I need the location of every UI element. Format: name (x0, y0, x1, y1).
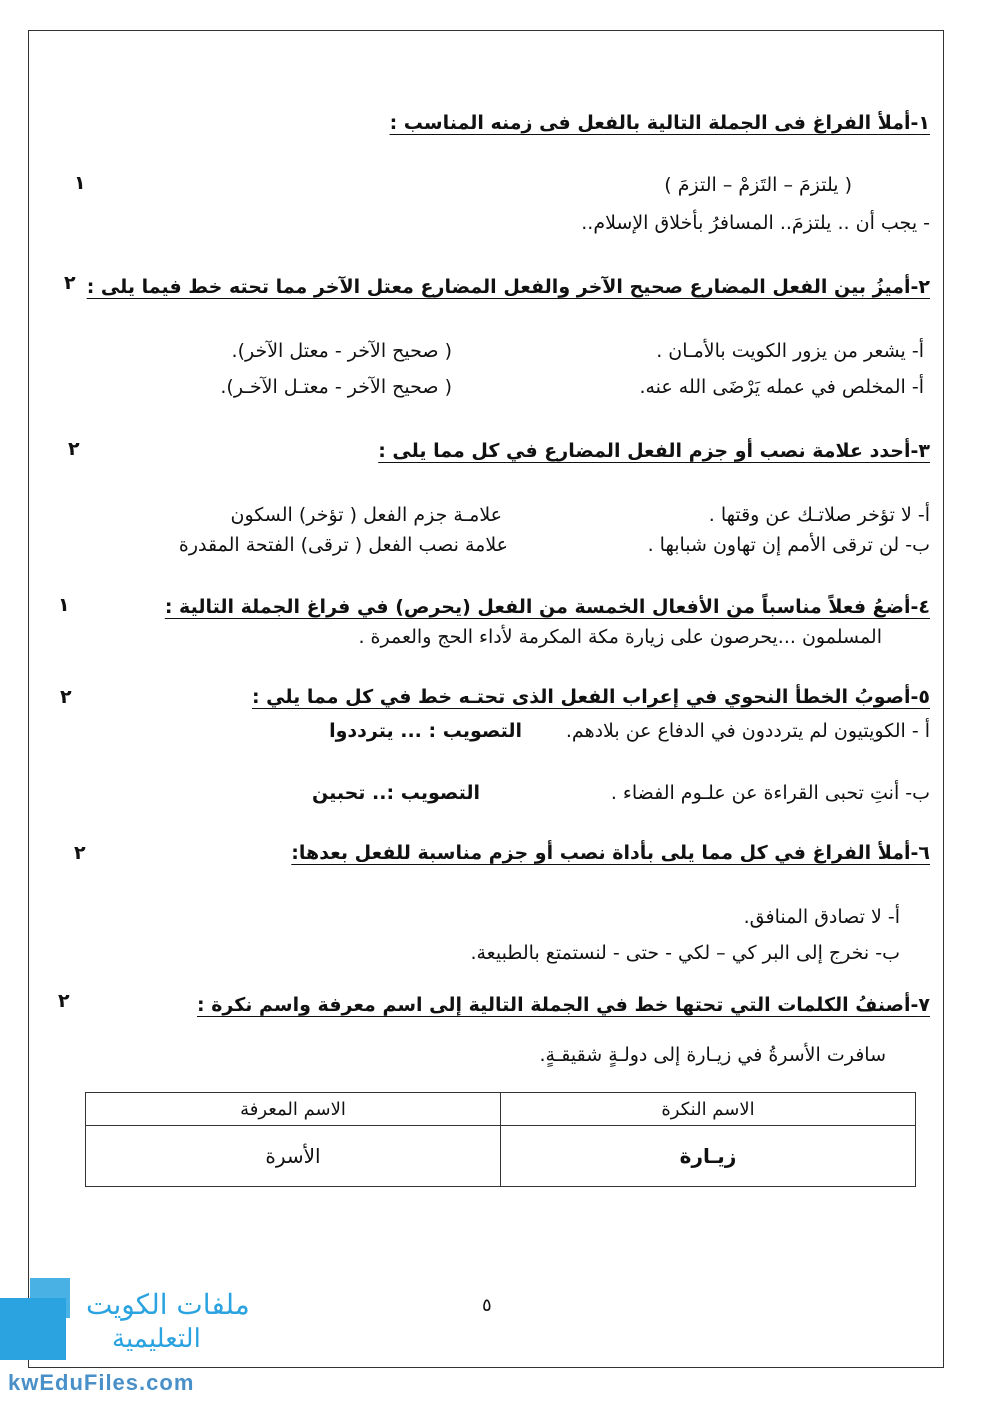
q6-b-line: ب- نخرج إلى البر كي – لكي - حتى - لنستمتع بالطبيعة. (470, 942, 900, 964)
q5-a-sentence: أ - الكويتيون لم يترددون في الدفاع عن بلادهم. (565, 720, 930, 742)
q5-score: ٢ (60, 686, 72, 708)
q5-b-sentence: ب- أنتِ تحبى القراءة عن علـوم الفضاء . (610, 782, 930, 804)
q1-sentence: - يجب أن .. يلتزمَ.. المسافرُ بأخلاق الإسلام.. (581, 212, 930, 234)
q3-title: ٣-أحدد علامة نصب أو جزم الفعل المضارع في كل مما يلى : (378, 440, 930, 462)
q2-score: ٢ (64, 272, 76, 294)
q2-b-choice: ( صحيح الآخر - معتـل الآخـر). (220, 376, 452, 398)
q3-score: ٢ (68, 438, 80, 460)
watermark-logo (0, 1278, 250, 1398)
q2-title: ٢-أميزُ بين الفعل المضارع صحيح الآخر والفعل المضارع معتل الآخر مما تحته خط فيما يلى : (86, 276, 930, 298)
q6-title: ٦-أملأ الفراغ في كل مما يلى بأداة نصب أو جزم مناسبة للفعل بعدها: (291, 842, 930, 864)
logo-block-icon (0, 1298, 66, 1360)
q5-title: ٥-أصوبُ الخطأ النحوي في إعراب الفعل الذى تحتـه خط في كل مما يلي : (251, 686, 930, 708)
noun-classification-table (85, 1092, 916, 1187)
q2-b-sentence: أ- المخلص في عمله يَرْضَى الله عنه. (639, 376, 924, 398)
col-definite-header: الاسم المعرفة (86, 1093, 501, 1126)
watermark-line2: التعليمية (112, 1324, 201, 1354)
watermark-site: kwEduFiles.com (8, 1370, 195, 1395)
q1-options: ( يلتزمَ – التَزمْ – التزمَ ) (664, 174, 852, 196)
q2-a-choice: ( صحيح الآخر - معتل الآخر). (231, 340, 452, 362)
q3-b-answer: علامة نصب الفعل ( ترقى) الفتحة المقدرة (178, 534, 508, 556)
q7-score: ٢ (58, 990, 70, 1012)
q4-score: ١ (58, 594, 70, 616)
watermark-line1: ملفات الكويت (86, 1288, 250, 1321)
page-number: ٥ (482, 1295, 492, 1316)
q5-a-fix: التصويب : ... يترددوا (329, 720, 522, 742)
q3-a-answer: علامـة جزم الفعل ( تؤخر) السكون (230, 504, 502, 526)
q4-title: ٤-أضعُ فعلاً مناسباً من الأفعال الخمسة من الفعل (يحرص) في فراغ الجملة التالية : (164, 596, 930, 618)
definite-noun-cell: الأسرة (86, 1126, 501, 1187)
q5-b-fix: التصويب :.. تحبين (312, 782, 480, 804)
q4-sentence: المسلمون ...يحرصون على زيارة مكة المكرمة لأداء الحج والعمرة . (358, 626, 882, 648)
q2-a-sentence: أ- يشعر من يزور الكويت بالأمـان . (656, 340, 924, 362)
indefinite-noun-cell: زيـارة (501, 1126, 916, 1187)
q6-score: ٢ (74, 842, 86, 864)
q1-score: ١ (74, 172, 86, 194)
q1-title: ١-أملأ الفراغ فى الجملة التالية بالفعل فى زمنه المناسب : (389, 112, 930, 134)
q6-a-line: أ- لا تصادق المنافق. (743, 906, 900, 928)
col-indefinite-header: الاسم النكرة (501, 1093, 916, 1126)
q7-sentence: سافرت الأسرةُ في زيـارة إلى دولـةٍ شقيقـةٍ. (539, 1044, 886, 1066)
q7-title: ٧-أصنفُ الكلمات التي تحتها خط في الجملة التالية إلى اسم معرفة واسم نكرة : (196, 994, 930, 1016)
q3-a-sentence: أ- لا تؤخر صلاتـك عن وقتها . (708, 504, 930, 526)
q3-b-sentence: ب- لن ترقى الأمم إن تهاون شبابها . (647, 534, 930, 556)
